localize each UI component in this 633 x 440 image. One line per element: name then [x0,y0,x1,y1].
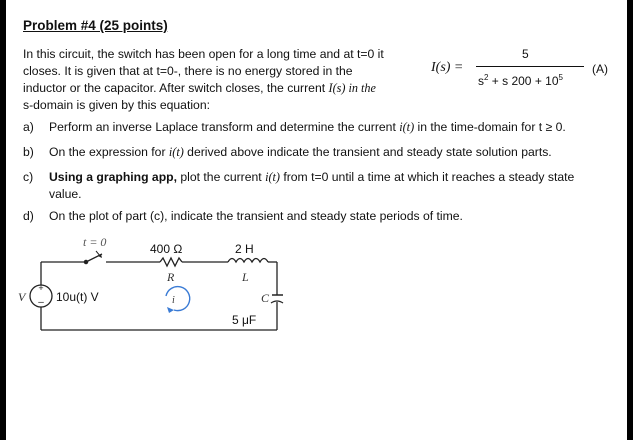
part-c-text-line2: value. [49,187,82,201]
part-a-label: a) [23,120,34,134]
inductor-value: 2 H [235,242,254,256]
intro-line-1: In this circuit, the switch has been open for a long time and at t=0 it [23,47,384,61]
equation-numerator: 5 [522,47,529,61]
resistor-symbol: R [167,270,175,284]
inductor-coil [228,259,268,263]
resistor-value: 400 Ω [150,242,183,256]
capacitor-value: 5 μF [232,313,257,327]
part-b-label: b) [23,145,34,159]
part-d-text: On the plot of part (c), indicate the transient and steady state periods of time. [49,209,463,223]
source-symbol: V [18,290,26,304]
intro-line-2: closes. It is given that at t=0-, there is no energy stored in the [23,64,353,78]
problem-title: Problem #4 (25 points) [23,18,168,33]
intro-line-4: s-domain is given by this equation: [23,98,210,112]
problem-page [6,0,627,440]
source-value: 10u(t) V [56,290,99,304]
part-c-label: c) [23,170,34,184]
current-arrow [166,287,190,311]
current-symbol: i [172,295,175,306]
source-minus-sign: – [38,297,44,308]
part-d-label: d) [23,209,34,223]
switch-label: t = 0 [83,235,107,249]
inductor-symbol: L [242,270,249,284]
part-b-text: On the expression for i(t) derived above indicate the transient and steady state solution parts. [49,145,552,159]
part-c-text: Using a graphing app, plot the current i(t) from t=0 until a time at which it reaches a steady state [49,170,575,184]
equation-lhs: I(s) = [431,60,464,75]
circuit-diagram [6,0,627,440]
equation-tag: (A) [592,62,608,76]
resistor-zigzag [160,258,182,266]
equation-denominator: $s^2 + s$ $200 + 10^5$ [478,73,563,88]
intro-line-3: inductor or the capacitor. After switch closes, the current I(s) in the [23,81,376,95]
capacitor-symbol: C [261,291,270,305]
switch-pivot [84,260,87,263]
source-plus-sign: + [38,283,44,293]
part-a-text: Perform an inverse Laplace transform and determine the current i(t) in the time-domain for t ≥ 0. [49,120,566,134]
